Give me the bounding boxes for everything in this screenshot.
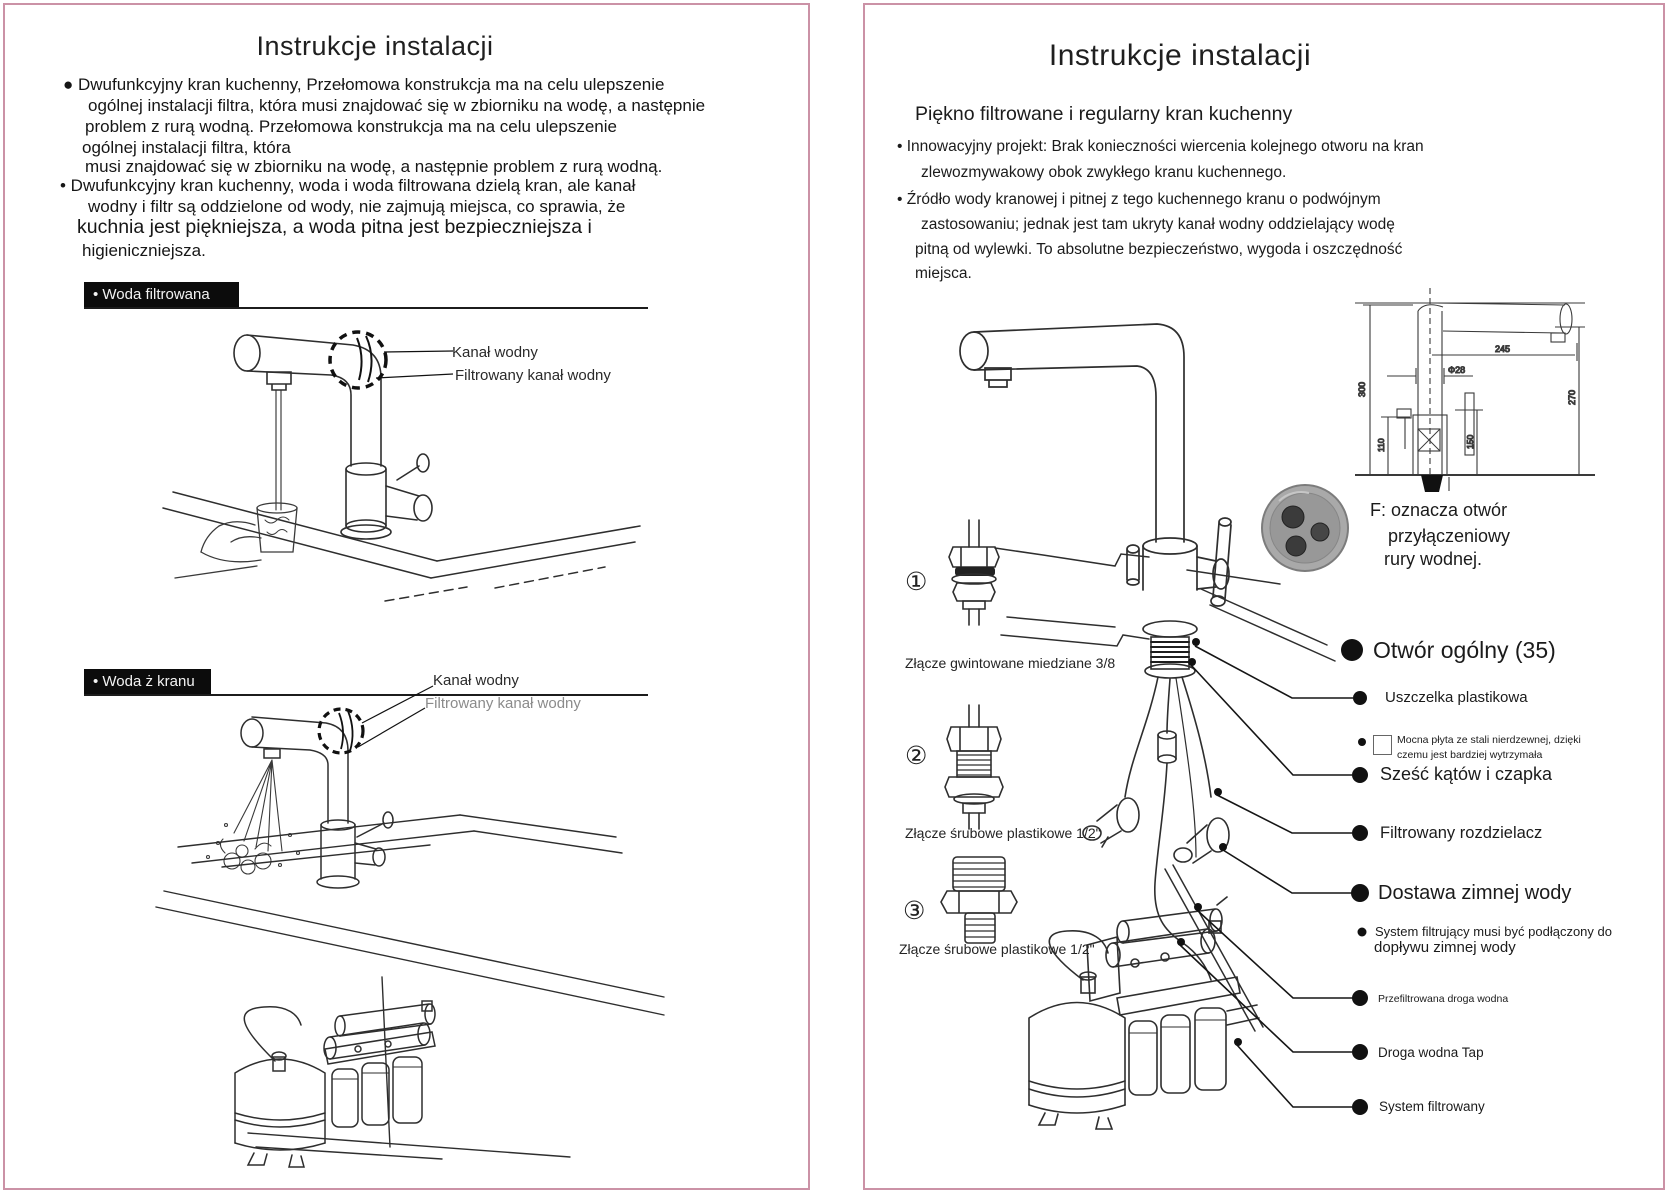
intro-line: • Dwufunkcyjny kran kuchenny, woda i woda filtrowana dzielą kran, ale kanał: [60, 176, 636, 195]
installation-diagram: [865, 273, 1663, 1188]
dimension-drawing: [1355, 288, 1595, 492]
hole-photo: [1262, 485, 1348, 571]
dim-150: 150: [1465, 434, 1475, 449]
callout-filter-system: System filtrowany: [1379, 1099, 1485, 1114]
callout-gasket: Uszczelka plastikowa: [1385, 689, 1528, 706]
dim-110: 110: [1376, 438, 1386, 452]
spray-and-vegetables-art: [207, 760, 300, 874]
intro-line-emphasis: kuchnia jest piękniejsza, a woda pitna jest bezpieczniejsza i: [77, 216, 592, 238]
f-note-line: rury wodnej.: [1384, 549, 1483, 569]
dim-270: 270: [1567, 389, 1577, 405]
sink-line-art: [163, 492, 640, 601]
intro-line: ogólnej instalacji filtra, która musi znajdować się w zbiorniku na wodę, a następnie: [88, 96, 706, 115]
filter-system-art: [1029, 897, 1259, 1129]
connector-2-art: [945, 705, 1003, 829]
bullet-line: pitną od wylewki. To absolutne bezpieczeństwo, wygoda i oszczędność: [915, 241, 1403, 258]
filter-system-art: [235, 1001, 435, 1167]
label-water-channel: Kanał wodny: [433, 672, 519, 689]
dim-dia28: Φ28: [1448, 365, 1466, 375]
section-header-tap-water: • Woda ż kranu: [84, 669, 211, 695]
callout-plate-note: czemu jest bardziej wytrzymała: [1397, 749, 1543, 761]
tap-water-diagram: [130, 665, 675, 1165]
channel-highlight-circle: [319, 686, 433, 753]
callout-general-hole: Otwór ogólny (35): [1373, 637, 1556, 663]
intro-line: higieniczniejsza.: [82, 241, 206, 260]
bullet-line: • Innowacyjny projekt: Brak konieczności wiercenia kolejnego otworu na kran: [897, 138, 1424, 155]
connector-1-art: [949, 520, 999, 625]
callout-filtered-path: Przefiltrowana droga wodna: [1378, 993, 1509, 1005]
f-note-line: F: oznacza otwór: [1370, 500, 1508, 520]
subtitle: Piękno filtrowane i regularny kran kuchenny: [915, 103, 1293, 125]
bullet-line: zlewozmywakowy obok zwykłego kranu kuchennego.: [921, 164, 1287, 181]
callout-system-note: System filtrujący musi być podłączony do: [1375, 924, 1612, 939]
left-page: [3, 3, 810, 1190]
dim-245: 245: [1495, 344, 1511, 354]
hand-with-glass-art: [175, 503, 297, 578]
callout-filtered-splitter: Filtrowany rozdzielacz: [1380, 824, 1543, 842]
callout-dots: [1177, 638, 1369, 1115]
channel-highlight-circle: [330, 332, 453, 388]
section-header-filtered-water: • Woda filtrowana: [84, 282, 239, 308]
step-number-3: ③: [903, 897, 926, 925]
callout-plate-note: Mocna płyta ze stali nierdzewnej, dzięki: [1397, 734, 1581, 746]
right-page: [863, 3, 1665, 1190]
label-filtered-water-channel: Filtrowany kanał wodny: [455, 367, 611, 384]
callout-leader-lines: [1180, 646, 1355, 1107]
steel-plate-icon: [1373, 735, 1392, 755]
callout-tap-path: Droga wodna Tap: [1378, 1045, 1484, 1060]
intro-line: musi znajdować się w zbiorniku na wodę, a następnie problem z rurą wodną.: [85, 157, 663, 176]
step-number-1: ①: [905, 568, 928, 596]
label-water-channel: Kanał wodny: [452, 344, 538, 361]
f-note-line: przyłączeniowy: [1388, 526, 1511, 546]
callout-cold-supply: Dostawa zimnej wody: [1378, 882, 1572, 904]
step-label-1: Złącze gwintowane miedziane 3/8: [905, 655, 1116, 671]
step-number-2: ②: [905, 742, 928, 770]
callout-hex-cap: Sześć kątów i czapka: [1380, 764, 1553, 784]
dim-300: 300: [1357, 381, 1367, 397]
intro-line: problem z rurą wodną. Przełomowa konstrukcja ma na celu ulepszenie: [85, 117, 617, 136]
faucet-line-art: [234, 335, 432, 539]
step-label-2: Złącze śrubowe plastikowe 1/2": [905, 825, 1101, 841]
callout-system-note: dopływu zimnej wody: [1374, 939, 1516, 956]
intro-line: wodny i filtr są oddzielone od wody, nie zajmują miejsca, co sprawia, że: [88, 197, 626, 216]
page-title: Instrukcje instalacji: [1048, 39, 1312, 72]
connector-3-art: [941, 857, 1017, 943]
bullet-line: miejsca.: [915, 265, 972, 282]
intro-line: ● Dwufunkcyjny kran kuchenny, Przełomowa konstrukcja ma na celu ulepszenie: [63, 75, 665, 94]
page-title: Instrukcje instalacji: [256, 31, 494, 61]
step-label-3: Złącze śrubowe plastikowe 1/2": [899, 941, 1095, 957]
label-filtered-water-channel: Filtrowany kanał wodny: [425, 695, 581, 712]
counter-and-cabinet-art: [156, 815, 664, 1159]
bullet-line: zastosowaniu; jednak jest tam ukryty kanał wodny oddzielający wodę: [921, 216, 1395, 233]
section-rule: [84, 307, 648, 309]
bullet-line: • Źródło wody kranowej i pitnej z tego kuchennego kranu o podwójnym: [897, 191, 1381, 208]
intro-line: ogólnej instalacji filtra, która: [82, 138, 291, 157]
